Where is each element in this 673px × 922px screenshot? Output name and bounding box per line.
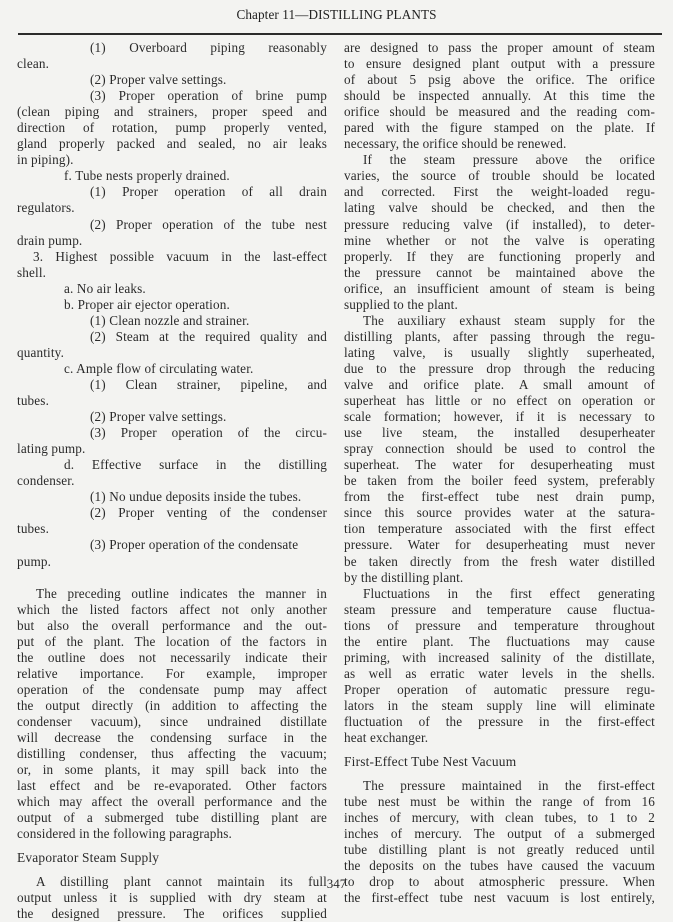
text-line: regulators. <box>17 200 75 216</box>
text-line: direction of rotation, pump properly vented, <box>17 120 327 136</box>
text-line: (1) Proper operation of all drain <box>90 184 327 200</box>
text-line: condenser vacuum), since undrained distillate <box>17 713 327 729</box>
text-line: by the distilling plant. <box>344 569 464 585</box>
text-line: put of the plant. The location of the factors in <box>17 633 327 649</box>
text-line: to drop to about atmospheric pressure. When <box>344 874 655 890</box>
text-line: fluctuation of the pressure in the first-effect <box>344 713 655 729</box>
text-line: heat exchanger. <box>344 730 429 746</box>
text-line: orifice, an insufficient amount of steam is being <box>344 280 655 296</box>
text-line: scale formation; however, if it is necessary to <box>344 409 655 425</box>
text-line: (2) Proper venting of the condenser <box>90 505 327 521</box>
text-line: pared with the figure stamped on the plate. If <box>344 120 655 136</box>
text-line: tubes. <box>17 393 50 409</box>
text-line: last effect and be re-evaporated. Other factors <box>17 778 327 794</box>
text-line: condenser. <box>17 473 75 489</box>
text-line: (3) Proper operation of the condensate <box>90 537 299 553</box>
text-line: output unless it is supplied with dry steam at <box>17 890 327 906</box>
text-line: lating pump. <box>17 441 86 457</box>
text-line: (3) Proper operation of brine pump <box>90 88 327 104</box>
text-line: b. Proper air ejector operation. <box>64 296 230 312</box>
text-line: tube nest must be within the range of from 16 <box>344 794 655 810</box>
text-line: (3) Proper operation of the circu- <box>90 425 327 441</box>
text-line: inches of mercury, with clean tubes, to 1 to 2 <box>344 810 655 826</box>
text-line: lating valve should be checked, and then the <box>344 200 655 216</box>
text-line: considered in the following paragraphs. <box>17 826 232 842</box>
text-line: If the steam pressure above the orifice <box>363 152 655 168</box>
text-line: c. Ample flow of circulating water. <box>64 360 254 376</box>
spacer <box>17 866 327 874</box>
text-line: or, in some plants, it may spill back into the <box>17 762 327 778</box>
text-line: as well as erratic water levels in the shells. <box>344 665 655 681</box>
text-line: the first-effect tube nest vacuum is lost entirely, <box>344 890 655 906</box>
text-line: operation of the condensate pump may affect <box>17 681 327 697</box>
text-line: the outline does not necessarily indicate their <box>17 649 327 665</box>
header-rule <box>18 33 662 35</box>
text-line: since this source provides water at the satura- <box>344 505 655 521</box>
text-line: a. No air leaks. <box>64 280 146 296</box>
text-line: should be inspected annually. At this time the <box>344 88 655 104</box>
text-line: the pressure cannot be maintained above the <box>344 264 655 280</box>
chapter-header: Chapter 11—DISTILLING PLANTS <box>236 7 437 22</box>
text-line: spray connection should be used to control the <box>344 441 655 457</box>
text-line: Fluctuations in the first effect generating <box>363 585 655 601</box>
text-line: inches of mercury. The output of a submerged <box>344 826 655 842</box>
text-line: (clean piping and strainers, proper speed and <box>17 104 327 120</box>
text-line: priming, with increased salinity of the distillate, <box>344 649 655 665</box>
text-line: steam pressure and temperature cause fluctua- <box>344 601 655 617</box>
left-column <box>17 40 327 922</box>
text-line: tion temperature associated with the first effect <box>344 521 655 537</box>
text-line: f. Tube nests properly drained. <box>64 168 230 184</box>
text-line: the deposits on the tubes have caused the vacuum <box>344 858 655 874</box>
text-line: which may affect the overall performance and the <box>17 794 327 810</box>
right-column <box>344 40 655 906</box>
text-line: valve and orifice plate. A small amount of <box>344 376 655 392</box>
text-line: of about 5 psig above the orifice. The orifice <box>344 72 655 88</box>
page-number: 347 <box>326 876 347 891</box>
text-line: A distilling plant cannot maintain its full <box>36 874 327 890</box>
section-heading: Evaporator Steam Supply <box>17 850 160 866</box>
text-line: are designed to pass the proper amount of steam <box>344 40 655 55</box>
text-line: pressure reducing valve (if installed), to deter- <box>344 216 655 232</box>
text-line: (1) Clean strainer, pipeline, and <box>90 376 327 392</box>
text-line: 3. Highest possible vacuum in the last-effect <box>33 248 327 264</box>
text-line: properly. If they are functioning properly and <box>344 248 655 264</box>
text-line: which the listed factors affect not only another <box>17 601 327 617</box>
text-line: from the first-effect tube nest drain pump, <box>344 489 655 505</box>
text-line: shell. <box>17 264 47 280</box>
text-line: varies, the source of trouble should be located <box>344 168 655 184</box>
text-line: to ensure designed plant output with a pressure <box>344 56 655 72</box>
text-line: the designed pressure. The orifices supplied <box>17 906 327 922</box>
spacer <box>17 842 327 850</box>
text-line: (2) Proper valve settings. <box>90 72 227 88</box>
text-line: distilling condenser, thus affecting the vacuum; <box>17 746 327 762</box>
spacer <box>344 770 655 778</box>
text-line: tubes. <box>17 521 50 537</box>
text-line: drain pump. <box>17 232 83 248</box>
text-line: supplied to the plant. <box>344 296 458 312</box>
text-line: and corrected. First the weight-loaded regu- <box>344 184 655 200</box>
text-line: due to the pressure drop through the reducing <box>344 360 655 376</box>
text-line: (2) Proper valve settings. <box>90 409 227 425</box>
text-line: be taken directly from the fresh water distilled <box>344 553 655 569</box>
text-line: tions of pressure and temperature throughout <box>344 617 655 633</box>
text-line: The pressure maintained in the first-effect <box>363 778 655 794</box>
text-line: The auxiliary exhaust steam supply for the <box>363 312 655 328</box>
text-line: pump. <box>17 553 52 569</box>
text-line: but also the overall performance and the out- <box>17 617 327 633</box>
text-line: superheat has little or no effect on operation or <box>344 393 655 409</box>
text-line: Proper operation of automatic pressure regu- <box>344 681 655 697</box>
text-line: necessary, the orifice should be renewed. <box>344 136 567 152</box>
text-line: (1) No undue deposits inside the tubes. <box>90 489 302 505</box>
text-line: clean. <box>17 56 50 72</box>
text-line: will decrease the condensing surface in the <box>17 729 327 745</box>
text-line: the output directly (in addition to affecting the <box>17 697 327 713</box>
section-heading: First-Effect Tube Nest Vacuum <box>344 754 517 770</box>
spacer <box>344 746 655 754</box>
text-line: the entire plant. The fluctuations may cause <box>344 633 655 649</box>
spacer <box>17 570 327 586</box>
text-line: d. Effective surface in the distilling <box>64 457 327 473</box>
text-line: lating valve, is usually slightly superheated, <box>344 344 655 360</box>
text-line: superheat. The water for desuperheating must <box>344 457 655 473</box>
text-line: pressure. Water for desuperheating must never <box>344 537 655 553</box>
text-line: in piping). <box>17 152 74 168</box>
text-line: use live steam, the installed desuperheater <box>344 425 655 441</box>
text-line: output of a submerged tube distilling plant are <box>17 810 327 826</box>
text-line: The preceding outline indicates the manner in <box>36 585 327 601</box>
text-line: (2) Proper operation of the tube nest <box>90 216 327 232</box>
text-line: lators in the steam supply line will eliminate <box>344 697 655 713</box>
text-line: quantity. <box>17 344 65 360</box>
text-line: (2) Steam at the required quality and <box>90 328 327 344</box>
text-line: (1) Overboard piping reasonably <box>90 40 327 55</box>
text-line: (1) Clean nozzle and strainer. <box>90 312 250 328</box>
text-line: orifice should be measured and the reading com- <box>344 104 655 120</box>
text-line: tube distilling plant is not greatly reduced until <box>344 842 655 858</box>
text-line: be taken from the boiler feed system, preferably <box>344 473 655 489</box>
text-line: distilling plants, after passing through the regu- <box>344 328 655 344</box>
text-line: gland properly packed and sealed, no air leaks <box>17 136 327 152</box>
text-line: mine whether or not the valve is operating <box>344 232 655 248</box>
text-line: relative importance. For example, improper <box>17 665 327 681</box>
